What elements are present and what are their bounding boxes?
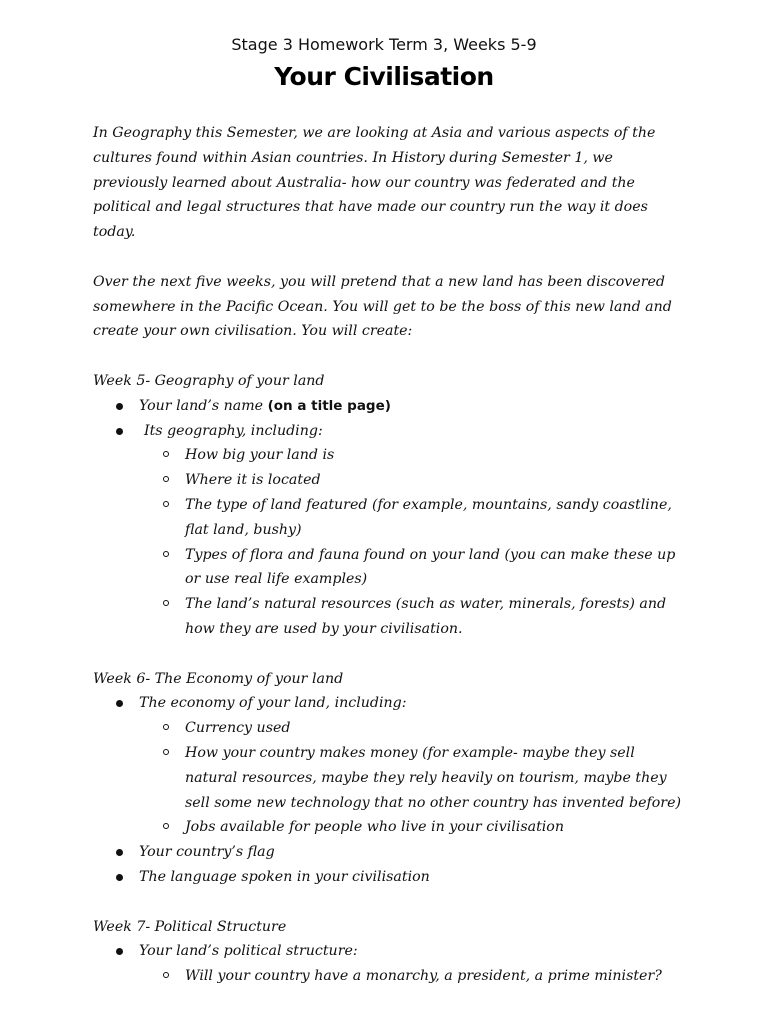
list-item: Your country’s flag bbox=[139, 840, 683, 865]
week6-heading: Week 6- The Economy of your land bbox=[93, 670, 344, 687]
week7-heading: Week 7- Political Structure bbox=[93, 918, 287, 935]
week6-list bbox=[93, 691, 683, 716]
week5-heading: Week 5- Geography of your land bbox=[93, 372, 325, 389]
week5-geography-sublist bbox=[93, 443, 683, 641]
list-item: How big your land is bbox=[185, 443, 683, 468]
week5-list bbox=[93, 394, 683, 444]
list-item: Will your country have a monarchy, a president, a prime minister? bbox=[185, 964, 683, 989]
week7-political-sublist bbox=[93, 964, 683, 989]
list-item: Types of flora and fauna found on your land (you can make these up or use real life examples) bbox=[185, 543, 683, 593]
list-item: Where it is located bbox=[185, 468, 683, 493]
list-item bbox=[139, 419, 683, 444]
week6-economy-sublist bbox=[93, 716, 683, 840]
list-item bbox=[139, 394, 683, 419]
list-item bbox=[139, 691, 683, 716]
week5-item2-text: Its geography, including: bbox=[144, 422, 323, 439]
document-title: Your Civilisation bbox=[274, 62, 494, 91]
list-item: The land’s natural resources (such as water, minerals, forests) and how they are used by your civilisation. bbox=[185, 592, 683, 642]
week7-list bbox=[93, 939, 683, 964]
week6-item1-text: The economy of your land, including: bbox=[139, 695, 407, 712]
document-subtitle: Stage 3 Homework Term 3, Weeks 5-9 bbox=[231, 35, 537, 54]
week5-item1-text: Your land’s name bbox=[139, 397, 268, 414]
week5-item1-bold: (on a title page) bbox=[267, 397, 391, 414]
list-item: The type of land featured (for example, mountains, sandy coastline, flat land, bushy) bbox=[185, 493, 683, 543]
list-item: Currency used bbox=[185, 716, 683, 741]
list-item: How your country makes money (for example- maybe they sell natural resources, maybe they rely heavily on tourism, maybe they sell some new technology that no other country has invented before) bbox=[185, 741, 683, 815]
intro-paragraph-2: Over the next five weeks, you will pretend that a new land has been discovered somewhere in the Pacific Ocean. You will get to be the boss of this new land and create your own civilisation. You will create: bbox=[93, 273, 672, 340]
document-body bbox=[93, 121, 683, 989]
list-item: Jobs available for people who live in your civilisation bbox=[185, 815, 683, 840]
list-item: The language spoken in your civilisation bbox=[139, 865, 683, 890]
list-item: Your land’s political structure: bbox=[139, 939, 683, 964]
week6-list-continued bbox=[93, 840, 683, 890]
intro-paragraph-1: In Geography this Semester, we are looking at Asia and various aspects of the cultures found within Asian countries. In History during Semester 1, we previously learned about Australia- how our country was federated and the political and legal structures that have made our country run the way it does today. bbox=[93, 125, 656, 241]
